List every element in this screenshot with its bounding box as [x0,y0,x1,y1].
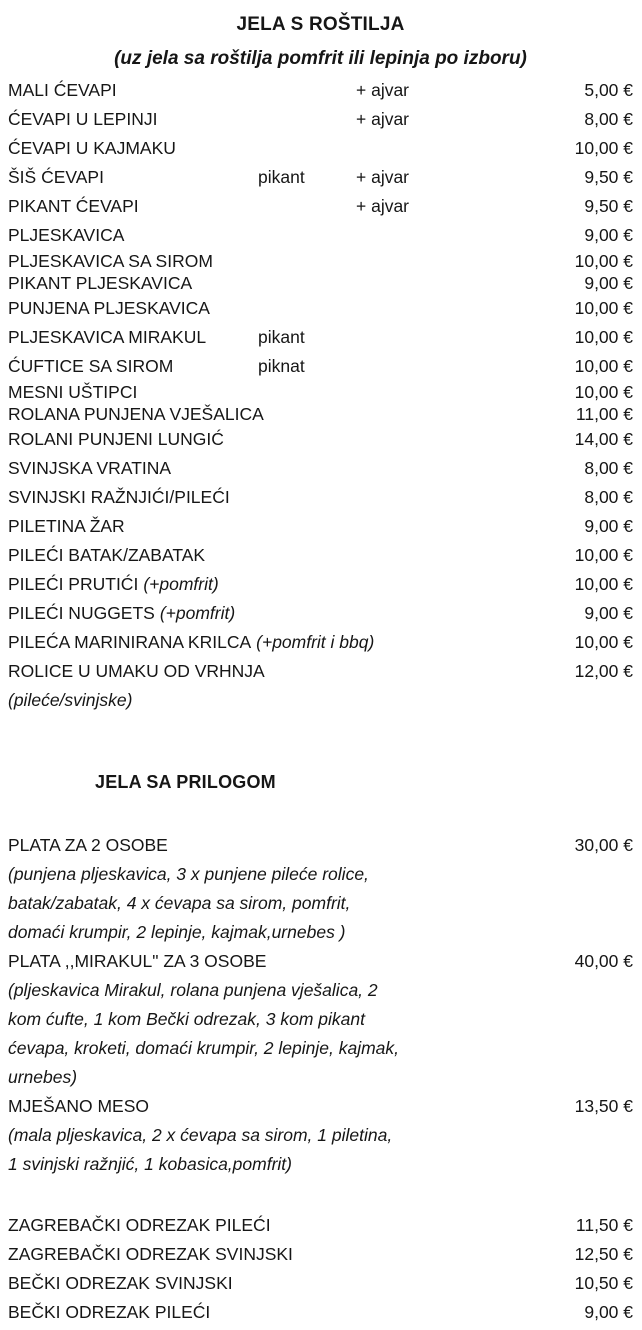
item-spice-label: pikant [258,327,305,347]
menu-item-row [8,105,633,134]
item-price: 9,00 € [584,272,633,293]
menu-item-row [8,657,633,686]
item-name: PLATA ZA 2 OSOBE [8,835,168,855]
item-price: 10,00 € [574,632,633,652]
item-name: ĆEVAPI U LEPINJI [8,109,158,129]
item-price: 10,00 € [574,545,633,565]
menu-item-row [8,403,633,425]
item-name: BEČKI ODREZAK PILEĆI [8,1302,211,1322]
item-name: ZAGREBAČKI ODREZAK PILEĆI [8,1215,271,1235]
item-price: 12,00 € [574,661,633,681]
item-price: 12,50 € [574,1244,633,1264]
item-price: 11,50 € [575,1215,633,1235]
item-price: 10,50 € [574,1273,633,1293]
menu-item-row [8,425,633,454]
menu-item-row [8,381,633,403]
menu-item-row [8,1298,633,1327]
item-name: PLATA ,,MIRAKUL" ZA 3 OSOBE [8,951,267,971]
item-name: ĆUFTICE SA SIROM [8,356,174,376]
menu-item-row [8,947,633,976]
item-name: PIKANT ĆEVAPI [8,196,139,216]
item-price: 11,00 € [575,403,633,424]
item-price: 9,50 € [584,196,633,216]
menu-item-row [8,221,633,250]
menu-item-row [8,163,633,192]
item-price: 8,00 € [584,487,633,507]
item-addon-label: + ajvar [356,80,410,100]
item-description-line: kom ćufte, 1 kom Bečki odrezak, 3 kom pikant [8,1009,365,1029]
item-price: 9,00 € [584,1302,633,1322]
item-name: MALI ĆEVAPI [8,80,117,100]
item-name: PILEĆA MARINIRANA KRILCA [8,632,252,652]
menu-item-row [8,541,633,570]
item-name: BEČKI ODREZAK SVINJSKI [8,1273,233,1293]
item-spice-label: piknat [258,356,305,376]
section-schnitzels-item-list [8,1211,633,1327]
item-price: 8,00 € [584,109,633,129]
item-price: 9,00 € [584,225,633,245]
item-name: MESNI UŠTIPCI [8,381,138,402]
item-description-line: urnebes) [8,1067,78,1087]
item-name: PLJESKAVICA [8,225,125,245]
item-name: PLJESKAVICA SA SIROM [8,250,213,271]
menu-item-row [8,1092,633,1121]
item-description-line: 1 svinjski ražnjić, 1 kobasica,pomfrit) [8,1154,292,1174]
menu-item-row [8,192,633,221]
menu-item-row [8,831,633,860]
item-price: 10,00 € [574,574,633,594]
menu-item-row [8,1240,633,1269]
menu-item-row [8,628,633,657]
menu-item-row [8,76,633,105]
item-addon-label: + ajvar [356,109,410,129]
section-divider-gap [8,1179,633,1211]
menu-item-row [8,250,633,272]
item-price: 40,00 € [574,951,633,971]
menu-item-row [8,294,633,323]
item-description-line: batak/zabatak, 4 x ćevapa sa sirom, pomfrit, [8,893,351,913]
item-name: ZAGREBAČKI ODREZAK SVINJSKI [8,1244,293,1264]
item-description-line: ćevapa, kroketi, domaći krumpir, 2 lepinje, kajmak, [8,1038,399,1058]
menu-item-row [8,323,633,352]
menu-item-row [8,352,633,381]
item-price: 5,00 € [584,80,633,100]
item-name: PILEĆI PRUTIĆI [8,574,139,594]
item-price: 14,00 € [574,429,633,449]
item-price: 10,00 € [574,298,633,318]
item-name: PIKANT PLJESKAVICA [8,272,193,293]
item-price: 10,00 € [574,250,633,271]
item-name: PUNJENA PLJESKAVICA [8,298,210,318]
menu-item-row [8,1211,633,1240]
item-description-line: (mala pljeskavica, 2 x ćevapa sa sirom, 1 piletina, [8,1125,393,1145]
section-sides-item-list [8,831,633,1179]
item-name: PILEĆI NUGGETS [8,603,155,623]
menu-item-row [8,686,633,715]
item-price: 10,00 € [574,327,633,347]
item-price: 9,50 € [584,167,633,187]
item-name: SVINJSKI RAŽNJIĆI/PILEĆI [8,487,230,507]
item-addon-label: + ajvar [356,196,410,216]
item-name: MJEŠANO MESO [8,1096,149,1116]
item-description-line: (punjena pljeskavica, 3 x punjene pileće rolice, [8,864,369,884]
item-price: 10,00 € [574,356,633,376]
item-note: (+pomfrit i bbq) [256,632,375,652]
menu-item-row [8,570,633,599]
item-name: PLJESKAVICA MIRAKUL [8,327,207,347]
item-description-line: (pljeskavica Mirakul, rolana punjena vješalica, 2 [8,980,378,1000]
item-description-line: domaći krumpir, 2 lepinje, kajmak,urnebes ) [8,922,346,942]
item-price: 8,00 € [584,458,633,478]
menu-item-row [8,454,633,483]
section-grill-subtitle: (uz jela sa roštilja pomfrit ili lepinja po izboru) [114,48,527,69]
item-price: 9,00 € [584,603,633,623]
item-price: 9,00 € [584,516,633,536]
section-grill-title: JELA S ROŠTILJA [236,14,405,35]
item-name: PILEĆI BATAK/ZABATAK [8,545,206,565]
menu-item-row [8,1269,633,1298]
item-price: 10,00 € [574,138,633,158]
item-name: ĆEVAPI U KAJMAKU [8,138,176,158]
item-addon-label: + ajvar [356,167,410,187]
section-grill-item-list [8,76,633,715]
menu-item-row [8,272,633,294]
item-name: ROLANI PUNJENI LUNGIĆ [8,429,224,449]
menu-item-row [8,599,633,628]
item-name: PILETINA ŽAR [8,516,125,536]
menu-item-row [8,512,633,541]
item-price: 10,00 € [574,381,633,402]
item-spice-label: pikant [258,167,305,187]
item-price: 13,50 € [574,1096,633,1116]
item-name: SVINJSKA VRATINA [8,458,172,478]
item-name: ŠIŠ ĆEVAPI [8,167,104,187]
menu-item-row [8,483,633,512]
item-name: ROLANA PUNJENA VJEŠALICA [8,403,264,424]
section-sides-title: JELA SA PRILOGOM [95,772,276,792]
item-note: (+pomfrit) [143,574,219,594]
item-price: 30,00 € [574,835,633,855]
item-note: (+pomfrit) [159,603,236,623]
item-name: (pileće/svinjske) [8,690,133,710]
item-name: ROLICE U UMAKU OD VRHNJA [8,661,265,681]
menu-item-row [8,134,633,163]
